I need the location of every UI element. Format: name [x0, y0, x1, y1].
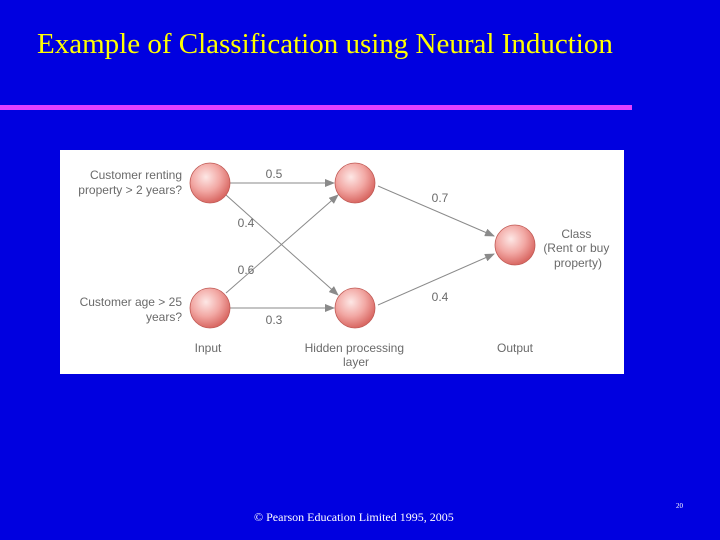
input-node-1	[190, 163, 230, 203]
layer-label-hidden: Hidden processing layer	[304, 341, 405, 369]
title-divider	[0, 105, 632, 110]
input-label-1: Customer renting property > 2 years?	[78, 168, 182, 197]
hidden-node-2	[335, 288, 375, 328]
weight-input1-hidden1: 0.5	[265, 167, 283, 181]
weight-hidden2-output: 0.4	[431, 290, 449, 304]
hidden-node-1	[335, 163, 375, 203]
input-node-2	[190, 288, 230, 328]
input-label-2: Customer age > 25 years?	[79, 295, 182, 324]
copyright-footer: © Pearson Education Limited 1995, 2005	[254, 510, 454, 524]
weight-input1-hidden2: 0.4	[237, 216, 255, 230]
output-label: Class (Rent or buy property)	[543, 227, 610, 270]
output-node	[495, 225, 535, 265]
layer-label-output: Output	[496, 341, 534, 355]
slide-title: Example of Classification using Neural Induction	[37, 28, 613, 60]
weight-input2-hidden2: 0.3	[265, 313, 283, 327]
weight-input2-hidden1: 0.6	[237, 263, 255, 277]
diagram-canvas	[60, 150, 624, 374]
page-number: 20	[676, 502, 683, 510]
neural-network-diagram	[60, 150, 624, 374]
weight-hidden1-output: 0.7	[431, 191, 449, 205]
layer-label-input: Input	[194, 341, 222, 355]
